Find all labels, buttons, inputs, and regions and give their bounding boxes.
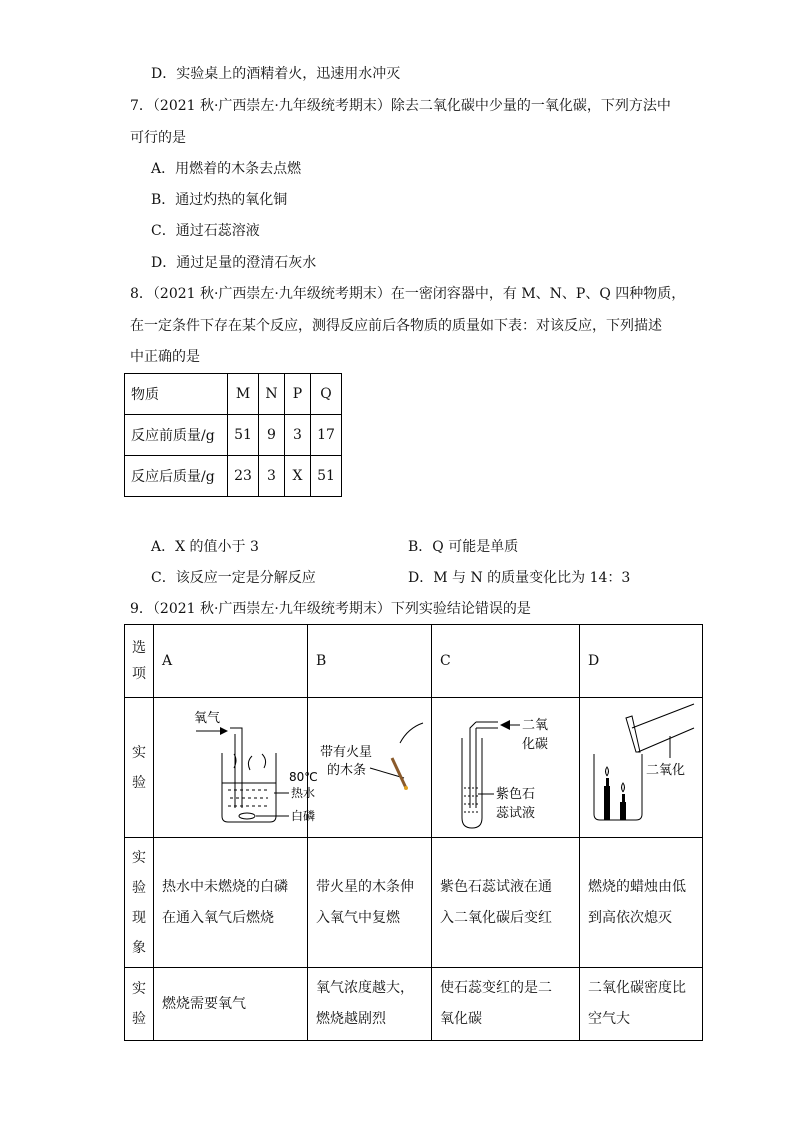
bottle-edge <box>400 723 423 743</box>
q7-option-c: C．通过石蕊溶液 <box>151 223 260 239</box>
row-head-char: 实 <box>132 981 146 997</box>
row-head-char: 象 <box>132 939 146 956</box>
test-tube <box>462 738 482 828</box>
q6-option-d: D．实验桌上的酒精着火，迅速用水冲灭 <box>151 66 401 82</box>
cell-line: 氧化碳 <box>440 1011 482 1027</box>
cell-line: 燃烧的蜡烛由低 <box>588 878 686 895</box>
conclusion-a <box>154 968 308 1041</box>
co2-label: 二氧化 <box>646 763 686 778</box>
vapour-lines <box>234 754 266 770</box>
hot-water-label: 热水 <box>291 786 316 800</box>
litmus-label-line2: 蕊试液 <box>496 806 536 821</box>
cell-line: 氧气浓度越大， <box>316 980 414 996</box>
diagram-a-cell <box>154 698 318 838</box>
diagram-d-cell <box>580 698 703 838</box>
cell-line: 热水中未燃烧的白磷 <box>162 878 288 895</box>
table-cell: Q <box>311 374 342 415</box>
row-head-conclusion <box>125 968 154 1041</box>
table-cell: 反应前质量/g <box>125 415 228 456</box>
phosphorus-sample <box>239 813 255 819</box>
q7-option-d: D．通过足量的澄清石灰水 <box>151 255 317 271</box>
gas-tube-horizontal <box>476 722 498 728</box>
table-row <box>125 456 342 497</box>
flame-icon <box>622 783 625 792</box>
table-row <box>125 625 703 698</box>
q7-stem-line1: 7．（2021 秋·广西崇左·九年级统考期末）除去二氧化碳中少量的一氧化碳，下列方法中 <box>130 98 671 114</box>
cell-line: 二氧化碳密度比 <box>588 980 686 996</box>
column-head-b: B <box>308 625 432 698</box>
gas-jar-body <box>632 704 694 752</box>
table-cell: 23 <box>228 456 259 497</box>
conclusion-b <box>308 968 432 1041</box>
row-head-char: 验 <box>132 1011 146 1027</box>
gas-jar-mouth <box>626 716 640 752</box>
cell-line: 使石蕊变红的是二 <box>440 980 552 996</box>
white-phosphorus-label: 白磷 <box>291 809 316 823</box>
table-row <box>125 415 342 456</box>
water-lines <box>228 790 268 806</box>
q8-option-b: B．Q 可能是单质 <box>408 539 519 555</box>
table-row <box>125 968 703 1041</box>
row-head-char: 验 <box>132 774 146 791</box>
cell-line: 在通入氧气后燃烧 <box>162 909 274 926</box>
row-head-char: 实 <box>132 744 146 761</box>
table-row <box>125 838 703 968</box>
wooden-splint <box>392 758 406 788</box>
flame-icon <box>606 767 609 776</box>
diagram-c-cell <box>432 698 580 838</box>
solution-lines <box>464 788 480 812</box>
q8-stem-line3: 中正确的是 <box>130 349 200 365</box>
diagram-c-litmus-test-tube <box>432 698 571 833</box>
cell-line: 燃烧越剧烈 <box>316 1011 386 1027</box>
phenomenon-c <box>432 838 580 968</box>
row-head-char: 项 <box>132 666 146 682</box>
q8-stem-line2: 在一定条件下存在某个反应，测得反应前后各物质的质量如下表：对该反应，下列描述 <box>130 318 662 334</box>
q8-option-a: A．X 的值小于 3 <box>151 539 259 555</box>
table-cell: P <box>285 374 311 415</box>
column-head-a: A <box>154 625 308 698</box>
phenomenon-d <box>580 838 703 968</box>
table-cell: 反应后质量/g <box>125 456 228 497</box>
litmus-label-line1: 紫色石 <box>496 787 536 802</box>
diagram-a-phosphorus-beaker <box>154 698 318 833</box>
arrow-head <box>220 727 228 735</box>
cell-line: 入二氧化碳后变红 <box>440 909 552 926</box>
q7-stem-line2: 可行的是 <box>130 130 186 146</box>
q8-option-c: C．该反应一定是分解反应 <box>151 570 316 586</box>
conclusion-c <box>432 968 580 1041</box>
q8-option-d: D．M 与 N 的质量变化比为 14：3 <box>408 570 631 586</box>
beaker <box>594 754 642 820</box>
q8-mass-table <box>124 373 342 497</box>
gas-tube <box>230 728 242 808</box>
row-head-char: 验 <box>132 879 146 896</box>
q9-stem: 9．（2021 秋·广西崇左·九年级统考期末）下列实验结论错误的是 <box>130 601 531 617</box>
cell-line: 燃烧需要氧气 <box>162 995 246 1012</box>
table-cell: 3 <box>259 456 285 497</box>
tall-step <box>604 786 610 820</box>
table-cell: 3 <box>285 415 311 456</box>
row-head-option <box>125 625 154 698</box>
table-cell: M <box>228 374 259 415</box>
row-head-char: 实 <box>132 849 146 866</box>
cell-line: 紫色石蕊试液在通 <box>440 878 552 895</box>
row-head-experiment <box>125 698 154 838</box>
short-step <box>620 802 626 820</box>
q7-option-b: B．通过灼热的氧化铜 <box>151 192 288 208</box>
table-cell: 51 <box>228 415 259 456</box>
temperature-label: 80℃ <box>289 770 318 784</box>
candle-high <box>606 778 609 786</box>
candle-low <box>622 794 625 802</box>
splint-label-line2: 的木条 <box>327 763 367 778</box>
arrow-head <box>500 720 510 730</box>
table-cell: 9 <box>259 415 285 456</box>
splint-label-line1: 带有火星 <box>320 745 373 760</box>
q8-stem-line1: 8．（2021 秋·广西崇左·九年级统考期末）在一密闭容器中，有 M、N、P、Q 四种物质， <box>130 286 686 302</box>
row-head-char: 现 <box>132 909 146 926</box>
cell-line: 入氧气中复燃 <box>316 909 400 926</box>
oxygen-label: 氧气 <box>194 711 221 726</box>
gas-tube-vertical <box>470 722 476 808</box>
table-cell: N <box>259 374 285 415</box>
diagram-b-glowing-splint <box>308 698 423 833</box>
table-cell: 物质 <box>125 374 228 415</box>
q9-experiment-table <box>124 624 703 1041</box>
cell-line: 带火星的木条伸 <box>316 878 414 895</box>
table-cell: 17 <box>311 415 342 456</box>
ember-icon <box>404 786 408 790</box>
table-row <box>125 374 342 415</box>
phenomenon-b <box>308 838 432 968</box>
co2-label-line1: 二氧 <box>522 718 549 733</box>
phenomenon-a <box>154 838 308 968</box>
column-head-c: C <box>432 625 580 698</box>
diagram-b-cell <box>308 698 432 838</box>
table-cell: 51 <box>311 456 342 497</box>
co2-label-line2: 化碳 <box>522 737 549 752</box>
beaker <box>222 753 276 822</box>
table-cell: X <box>285 456 311 497</box>
row-head-phenomenon <box>125 838 154 968</box>
conclusion-d <box>580 968 703 1041</box>
cell-line: 到高依次熄灭 <box>588 909 672 926</box>
cell-line: 空气大 <box>588 1011 630 1027</box>
row-head-char: 选 <box>132 640 146 656</box>
q7-option-a: A．用燃着的木条去点燃 <box>151 161 302 177</box>
column-head-d: D <box>580 625 703 698</box>
table-row <box>125 698 703 838</box>
diagram-d-candles-beaker <box>580 698 694 833</box>
